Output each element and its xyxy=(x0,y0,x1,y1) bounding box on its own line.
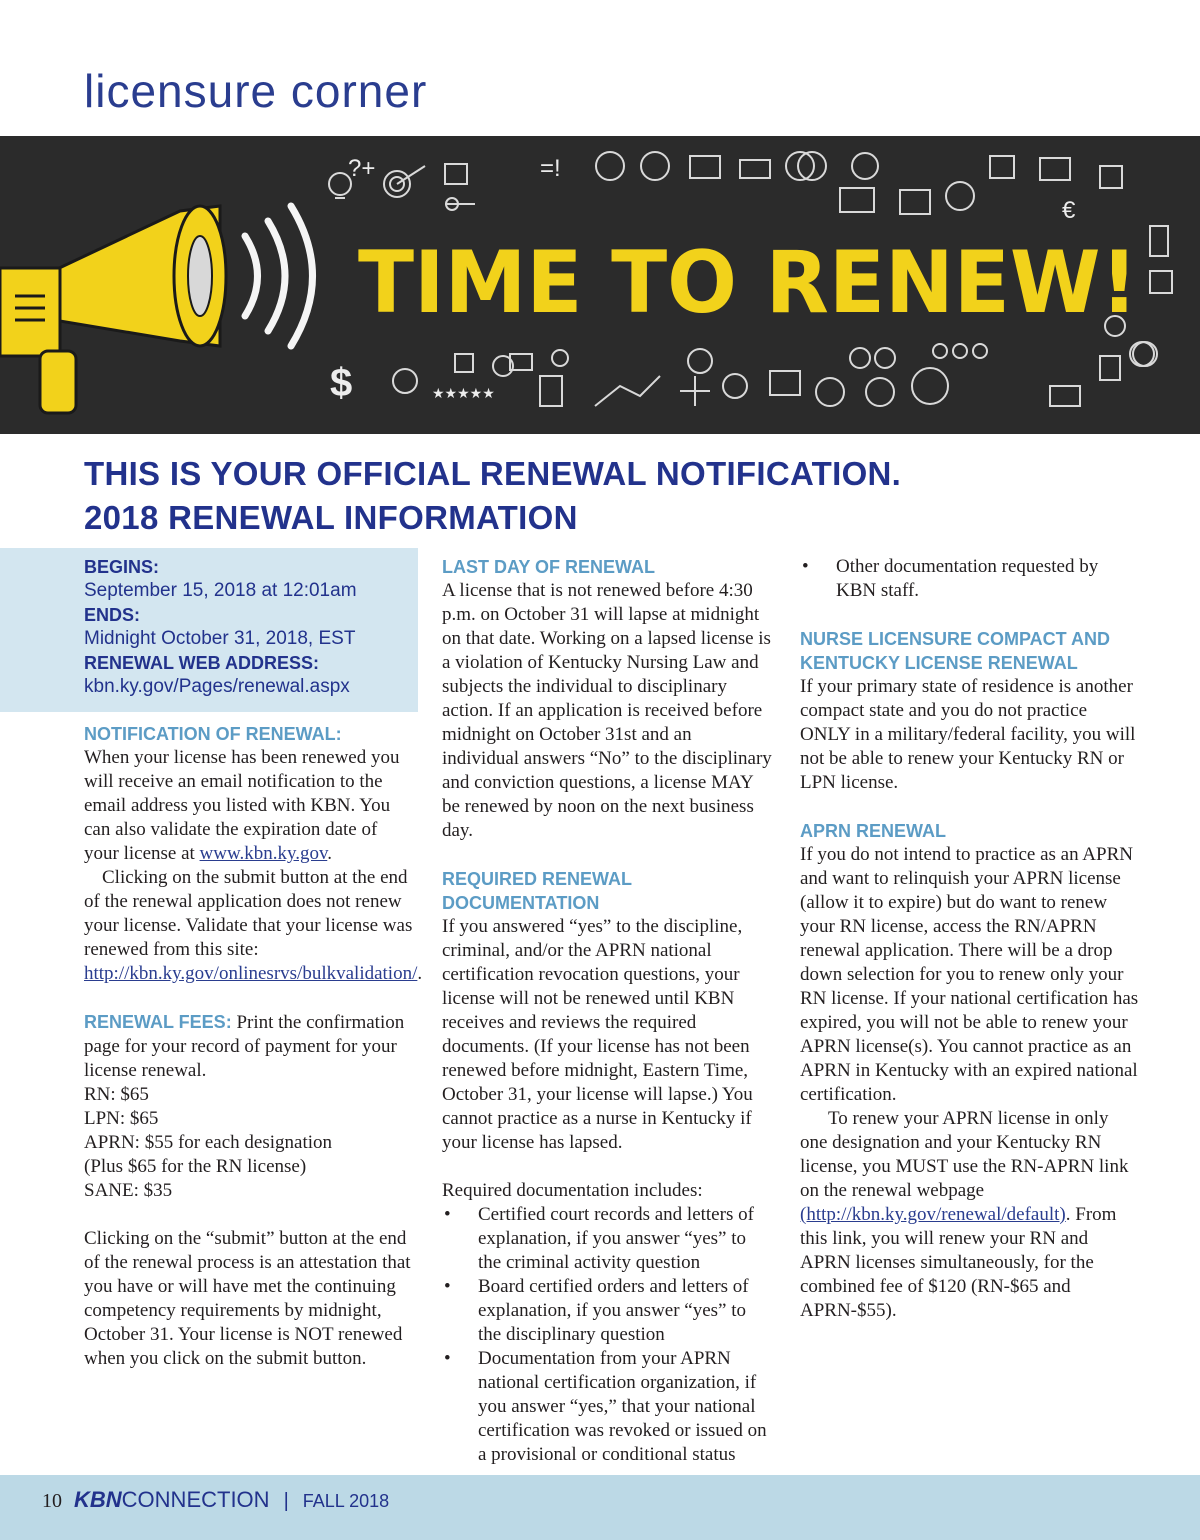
brand-connection: CONNECTION xyxy=(121,1487,270,1512)
compact-heading: NURSE LICENSURE COMPACT AND KENTUCKY LICENSE RENEWAL xyxy=(800,629,1111,673)
ends-label: ENDS: xyxy=(84,605,141,625)
last-day-heading: LAST DAY OF RENEWAL xyxy=(442,557,656,577)
footer-separator: | xyxy=(283,1490,289,1512)
column-3 xyxy=(800,555,1140,1323)
kbn-website-link[interactable]: www.kbn.ky.gov xyxy=(199,843,328,864)
aprn-renewal-heading: APRN RENEWAL xyxy=(800,821,947,841)
notification-paragraph: When your license has been renewed you will receive an email notification to the email address you listed with KBN. You can also validate the expiration date of your license at www.kbn.ky.gov. xyxy=(84,747,400,864)
aprn-renew-link-paragraph: To renew your APRN license in only one designation and your Kentucky RN license, you MUST use the RN-APRN link on the renewal webpage (http://kbn.ky.gov/renewal/default). From this link, you will renew your RN and APRN licenses simultaneously, for the combined fee of $120 (RN-$65 and APRN-$55). xyxy=(800,1108,1129,1321)
headline-line-2: 2018 RENEWAL INFORMATION xyxy=(84,499,578,536)
aprn-renewal-paragraph: If you do not intend to practice as an APRN and want to relinquish your APRN license (allow it to expire) but do want to renew your RN license, access the RN/APRN renewal application. There will be a drop down selection for you to renew only your RN license. If your national certification has expired, you will not be able to renew your APRN license(s). You cannot practice as an APRN in Kentucky with an expired national certification. xyxy=(800,844,1139,1105)
renewal-default-link[interactable]: (http://kbn.ky.gov/renewal/default) xyxy=(800,1204,1066,1225)
column-1 xyxy=(84,722,423,1371)
page-footer xyxy=(0,1475,1200,1540)
svg-text:?+: ?+ xyxy=(348,155,376,182)
headline-line-1: THIS IS YOUR OFFICIAL RENEWAL NOTIFICATION. xyxy=(84,455,902,492)
fee-line: LPN: $65 xyxy=(84,1108,159,1129)
web-address-value: kbn.ky.gov/Pages/renewal.aspx xyxy=(84,676,350,697)
svg-text:$: $ xyxy=(330,361,353,405)
page-headline xyxy=(84,452,1144,540)
notification-heading: NOTIFICATION OF RENEWAL: xyxy=(84,724,342,744)
list-item: • Other documentation requested by KBN staff. xyxy=(800,555,1140,603)
page-number: 10 xyxy=(42,1490,62,1512)
svg-text:=!: =! xyxy=(540,155,561,182)
time-to-renew-banner xyxy=(0,136,1200,434)
brand-kbn: KBN xyxy=(74,1487,122,1512)
attestation-paragraph: Clicking on the “submit” button at the end of the renewal process is an attestation that you have or will have met the continuing competency requirements by midnight, October 31. Your license is NOT renewed when you click on the submit button. xyxy=(84,1228,411,1369)
fee-line: RN: $65 xyxy=(84,1084,149,1105)
list-item: • Board certified orders and letters of explanation, if you answer “yes” to the disciplinary question xyxy=(442,1275,772,1347)
begins-label: BEGINS: xyxy=(84,557,160,577)
banner-headline: TIME TO RENEW! xyxy=(358,233,1138,333)
bulk-validation-link[interactable]: http://kbn.ky.gov/onlinesrvs/bulkvalidation/ xyxy=(84,963,418,984)
svg-text:★★★★★: ★★★★★ xyxy=(432,385,495,401)
required-documentation-heading: REQUIRED RENEWAL DOCUMENTATION xyxy=(442,869,632,913)
fee-line: SANE: $35 xyxy=(84,1180,173,1201)
svg-text:€: € xyxy=(1062,197,1076,224)
fees-paragraph: RENEWAL FEES: Print the confirmation page for your record of payment for your license renewal. xyxy=(84,1012,405,1081)
web-address-label: RENEWAL WEB ADDRESS: xyxy=(84,653,320,673)
fee-line: APRN: $55 for each designation xyxy=(84,1132,333,1153)
list-item: • Certified court records and letters of explanation, if you answer “yes” to the criminal activity question xyxy=(442,1203,772,1275)
fees-heading: RENEWAL FEES: xyxy=(84,1012,232,1032)
issue-label: FALL 2018 xyxy=(302,1491,390,1511)
fee-line: (Plus $65 for the RN license) xyxy=(84,1156,307,1177)
section-label: licensure corner xyxy=(84,65,428,117)
column-2 xyxy=(442,555,772,1467)
compact-paragraph: If your primary state of residence is another compact state and you do not practice ONLY in a military/federal facility, you will not be able to renew your Kentucky RN or LPN license. xyxy=(800,676,1136,793)
required-documents-list-continued xyxy=(800,555,1140,603)
renewal-dates-box xyxy=(0,548,418,712)
required-documents-list xyxy=(442,1203,772,1467)
list-item: • Documentation from your APRN national certification organization, if you answer “yes,” that your national certification was revoked or issued on a provisional or conditional status xyxy=(442,1347,772,1467)
submit-button-paragraph: Clicking on the submit button at the end of the renewal application does not renew your license. Validate that your license was renewed from this site: http://kbn.ky.gov/onlinesrvs/bulkvalidation/. xyxy=(84,867,423,984)
required-documentation-paragraph: If you answered “yes” to the discipline, criminal, and/or the APRN national certification revocation questions, your license will not be renewed until KBN receives and reviews the required documents. (If your license has not been renewed before midnight, Eastern Time, October 31, your license will lapse.) You cannot practice as a nurse in Kentucky if your license has lapsed. xyxy=(442,916,753,1153)
begins-value: September 15, 2018 at 12:01am xyxy=(84,580,357,601)
footer-info xyxy=(42,1487,389,1513)
ends-value: Midnight October 31, 2018, EST xyxy=(84,628,356,649)
last-day-paragraph: A license that is not renewed before 4:30 p.m. on October 31 will lapse at midnight on that date. Working on a lapsed license is a violation of Kentucky Nursing Law and subjects the individual to disciplinary action. If an application is received before midnight on October 31st and an individual answers “No” to the disciplinary and conviction questions, a license MAY be renewed by noon on the next business day. xyxy=(442,580,772,841)
includes-label: Required documentation includes: xyxy=(442,1180,703,1201)
